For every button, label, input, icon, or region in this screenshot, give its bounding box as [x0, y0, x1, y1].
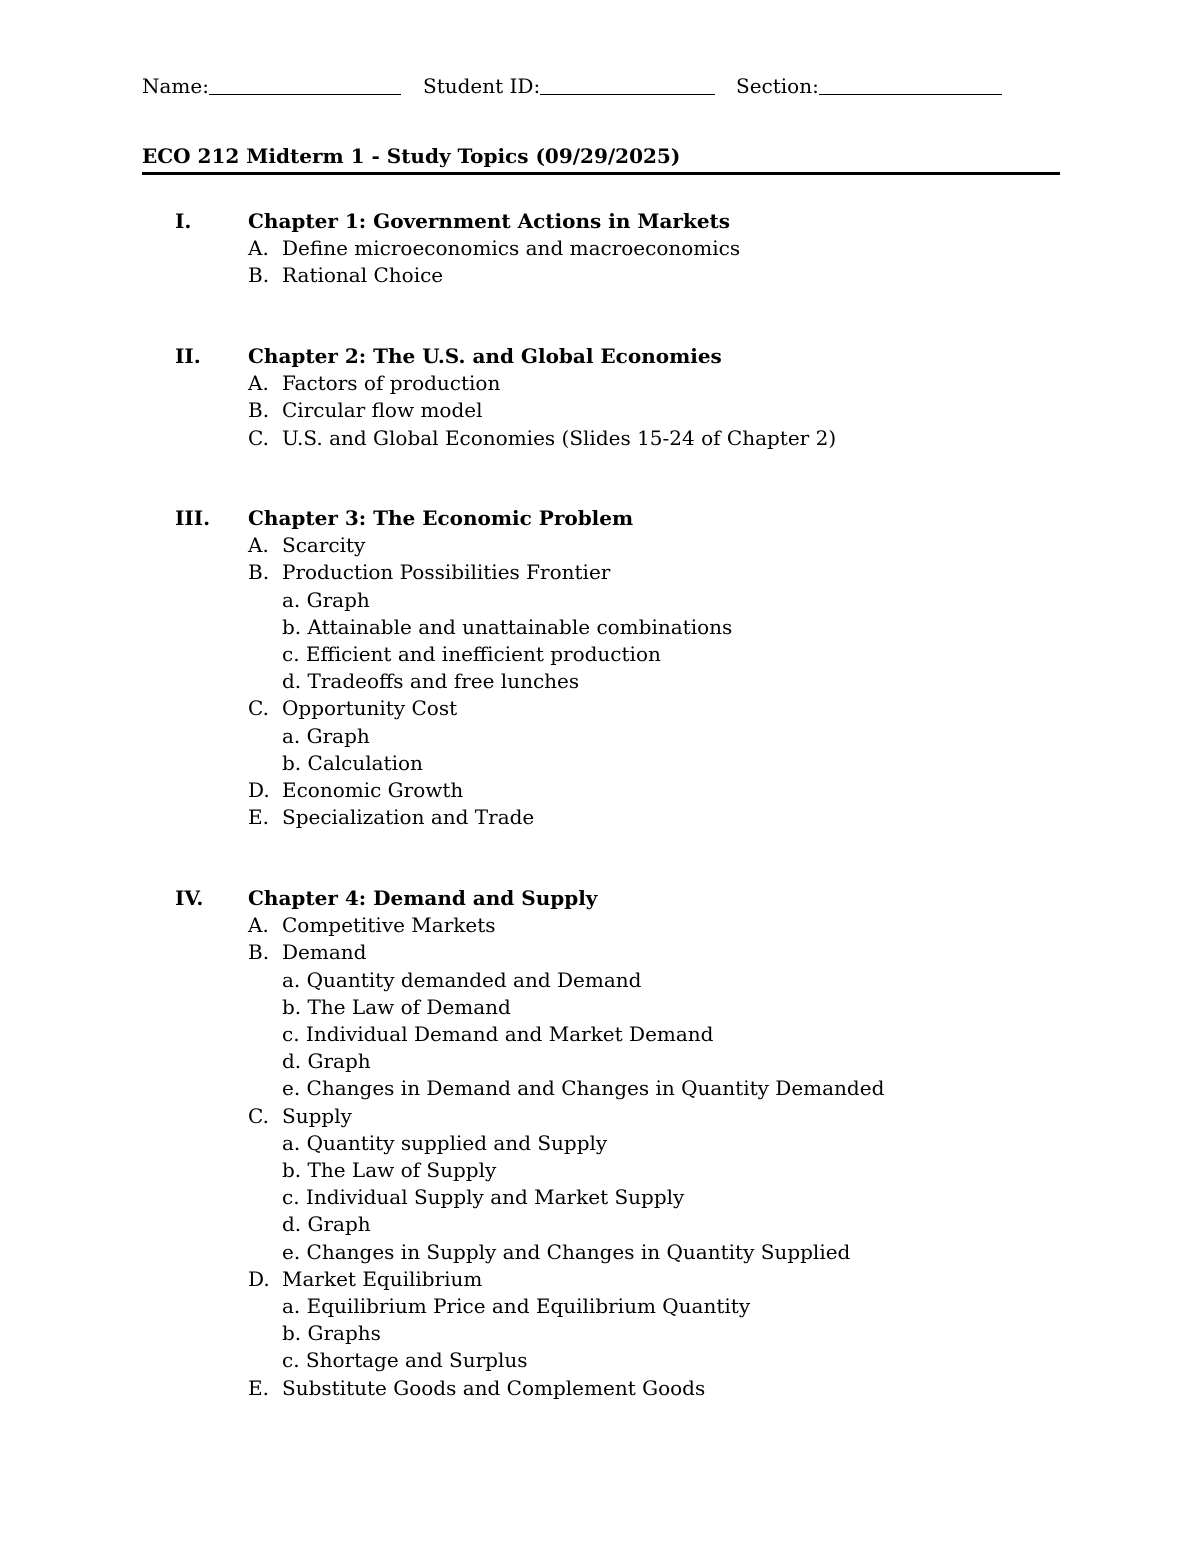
topic-text: Rational Choice [282, 263, 444, 288]
topic-item [0, 777, 1200, 804]
subtopic-item: b. Calculation [282, 750, 423, 775]
topic-text: Opportunity Cost [282, 696, 458, 721]
topic-letter: C. [248, 1103, 269, 1128]
section-numeral: II. [175, 344, 201, 368]
section-numeral: I. [175, 209, 192, 233]
topic-text: Demand [282, 940, 367, 965]
section-numeral: IV. [175, 886, 204, 910]
topic-text: Production Possibilities Frontier [282, 560, 611, 585]
topic-item [0, 1103, 1200, 1130]
topic-item [0, 1375, 1200, 1402]
topic-letter: B. [248, 398, 270, 423]
section-blank-line [819, 74, 1002, 95]
topic-letter: B. [248, 940, 270, 965]
subtopic-item: a. Quantity supplied and Supply [282, 1130, 608, 1155]
subtopic-item: d. Graph [282, 1049, 371, 1074]
section-heading-text: Chapter 3: The Economic Problem [248, 506, 634, 530]
subtopic-item: b. The Law of Demand [282, 994, 511, 1019]
subtopic-item: a. Quantity demanded and Demand [282, 967, 642, 992]
topic-text: Competitive Markets [282, 913, 496, 938]
subtopic-item: c. Individual Supply and Market Supply [282, 1185, 685, 1210]
topic-item [0, 1266, 1200, 1293]
topic-text: Specialization and Trade [282, 805, 535, 830]
topic-item [0, 397, 1200, 424]
section-label: Section: [736, 74, 819, 98]
section-heading-text: Chapter 2: The U.S. and Global Economies [248, 344, 722, 368]
topic-text: Define microeconomics and macroeconomics [282, 236, 741, 261]
section-heading-1 [0, 208, 1200, 235]
topic-text: Scarcity [282, 533, 366, 558]
topic-item [0, 235, 1200, 262]
page-title: ECO 212 Midterm 1 - Study Topics (09/29/2025) [142, 144, 1060, 175]
name-label: Name: [142, 74, 209, 98]
student-info-header [142, 74, 1062, 102]
section-heading-2 [0, 343, 1200, 370]
topic-item [0, 559, 1200, 586]
student-id-blank-line [540, 74, 715, 95]
name-field [142, 74, 401, 98]
topic-item [0, 912, 1200, 939]
subtopic-item: b. Attainable and unattainable combinations [282, 614, 733, 639]
topic-text: Circular flow model [282, 398, 483, 423]
subtopic-item: d. Graph [282, 1212, 371, 1237]
section-heading-text: Chapter 4: Demand and Supply [248, 886, 598, 910]
subtopic-item: a. Graph [282, 587, 370, 612]
topic-text: U.S. and Global Economies (Slides 15-24 of Chapter 2) [282, 425, 837, 450]
topic-letter: E. [248, 805, 269, 830]
section-heading-text: Chapter 1: Government Actions in Markets [248, 209, 731, 233]
topic-item [0, 532, 1200, 559]
topic-item [0, 695, 1200, 722]
section-field [736, 74, 1002, 98]
topic-letter: A. [248, 533, 269, 558]
subtopic-item: e. Changes in Demand and Changes in Quantity Demanded [282, 1076, 885, 1101]
topic-text: Market Equilibrium [282, 1266, 483, 1291]
section-heading-4 [0, 885, 1200, 912]
subtopic-item: b. Graphs [282, 1321, 381, 1346]
subtopic-item: a. Graph [282, 723, 370, 748]
topic-letter: B. [248, 263, 270, 288]
topic-letter: C. [248, 425, 269, 450]
section-heading-3 [0, 505, 1200, 532]
section-numeral: III. [175, 506, 211, 530]
subtopic-item: c. Individual Demand and Market Demand [282, 1022, 714, 1046]
subtopic-item: a. Equilibrium Price and Equilibrium Quantity [282, 1294, 751, 1318]
topic-text: Economic Growth [282, 778, 464, 802]
subtopic-item: d. Tradeoffs and free lunches [282, 669, 580, 694]
subtopic-item: c. Shortage and Surplus [282, 1348, 528, 1373]
topic-item [0, 939, 1200, 966]
subtopic-item: e. Changes in Supply and Changes in Quantity Supplied [282, 1239, 851, 1264]
name-blank-line [209, 74, 401, 95]
subtopic-item: b. The Law of Supply [282, 1158, 497, 1182]
topic-letter: A. [248, 913, 269, 938]
topic-item [0, 370, 1200, 397]
topic-item [0, 804, 1200, 831]
topic-letter: E. [248, 1375, 269, 1400]
topic-text: Factors of production [282, 371, 501, 396]
topic-text: Supply [282, 1103, 352, 1128]
topic-text: Substitute Goods and Complement Goods [282, 1375, 706, 1400]
topic-letter: B. [248, 560, 270, 585]
subtopic-item: c. Efficient and inefficient production [282, 642, 661, 666]
topic-letter: A. [248, 236, 269, 261]
topic-letter: D. [248, 778, 270, 802]
topic-item [0, 262, 1200, 289]
topic-letter: C. [248, 696, 269, 721]
student-id-field [423, 74, 715, 98]
student-id-label: Student ID: [423, 74, 541, 98]
topic-letter: D. [248, 1266, 270, 1291]
topic-letter: A. [248, 371, 269, 396]
topic-item [0, 425, 1200, 452]
